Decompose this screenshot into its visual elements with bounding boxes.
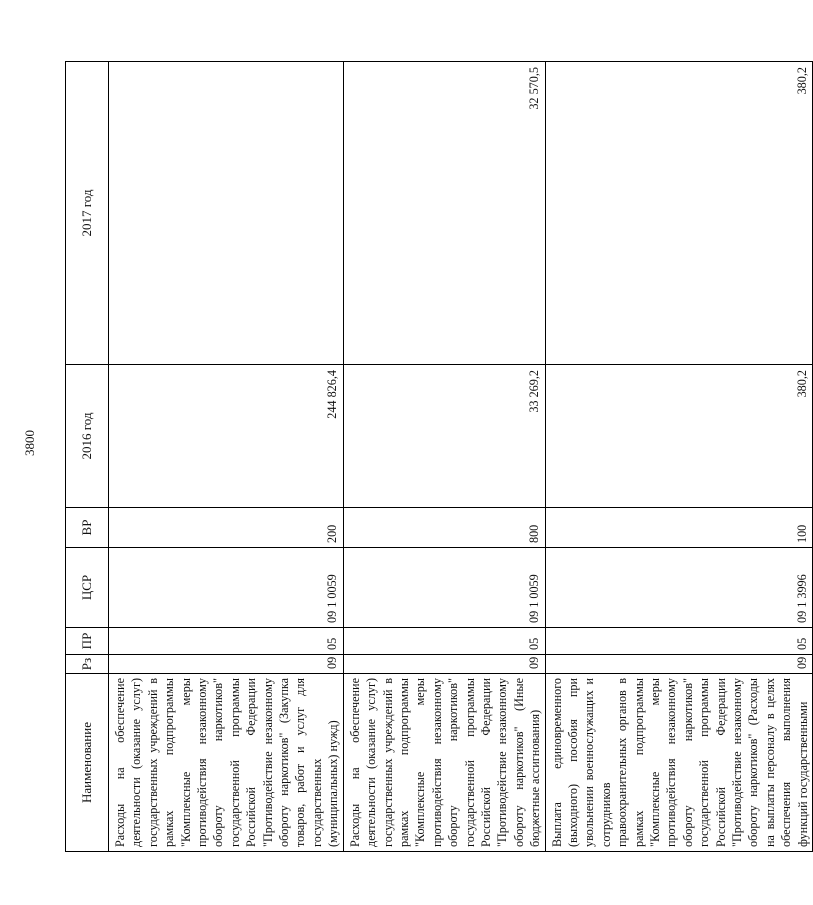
row-rz: 09 bbox=[343, 655, 545, 674]
row-2016: 33 269,2 bbox=[343, 365, 545, 508]
row-rz: 09 bbox=[109, 655, 344, 674]
row-name: Расходы на обеспечение деятельности (оказание услуг) государственных учреждений в рамках подпрограммы "Комплексные меры противодействия незаконному обороту наркотиков" государственной программы Российской Федерации "Противодействие незаконному обороту наркотиков" (Закупка товаров, работ и услуг для государственных (муниципальных) нужд) bbox=[109, 674, 344, 852]
header-2016: 2016 год bbox=[66, 365, 109, 508]
row-2017: 380,2 bbox=[545, 62, 813, 365]
row-2016: 244 826,4 bbox=[109, 365, 344, 508]
row-csr: 09 1 0059 bbox=[343, 548, 545, 628]
rotated-page-content bbox=[65, 62, 810, 852]
row-2016: 380,2 bbox=[545, 365, 813, 508]
row-name: Расходы на обеспечение деятельности (оказание услуг) государственных учреждений в рамках подпрограммы "Комплексные меры противодействия незаконному обороту наркотиков" государственной программы Российской Федерации "Противодействие незаконному обороту наркотиков" (Иные бюджетные ассигнования) bbox=[343, 674, 545, 852]
row-csr: 09 1 3996 bbox=[545, 548, 813, 628]
table-header-row bbox=[66, 62, 109, 852]
table-row bbox=[545, 62, 813, 852]
header-csr: ЦСР bbox=[66, 548, 109, 628]
page-number: 3800 bbox=[22, 430, 37, 456]
row-pr: 05 bbox=[545, 628, 813, 655]
header-2017: 2017 год bbox=[66, 62, 109, 365]
row-2017: 32 570,5 bbox=[343, 62, 545, 365]
budget-table bbox=[65, 61, 813, 852]
row-pr: 05 bbox=[109, 628, 344, 655]
header-pr: ПР bbox=[66, 628, 109, 655]
row-name: Выплата единовременного (выходного) пособия при увольнении военнослужащих и сотрудников правоохранительных органов в рамках подпрограммы "Комплексные меры противодействия незаконному обороту наркотиков" государственной программы Российской Федерации "Противодействие незаконному обороту наркотиков" (Расходы на выплаты персоналу в целях обеспечения выполнения функций государственными bbox=[545, 674, 813, 852]
row-rz: 09 bbox=[545, 655, 813, 674]
row-2017 bbox=[109, 62, 344, 365]
header-name: Наименование bbox=[66, 674, 109, 852]
row-csr: 09 1 0059 bbox=[109, 548, 344, 628]
row-vr: 200 bbox=[109, 508, 344, 548]
row-pr: 05 bbox=[343, 628, 545, 655]
header-rz: Рз bbox=[66, 655, 109, 674]
table-row bbox=[343, 62, 545, 852]
row-vr: 800 bbox=[343, 508, 545, 548]
row-vr: 100 bbox=[545, 508, 813, 548]
table-row bbox=[109, 62, 344, 852]
header-vr: ВР bbox=[66, 508, 109, 548]
